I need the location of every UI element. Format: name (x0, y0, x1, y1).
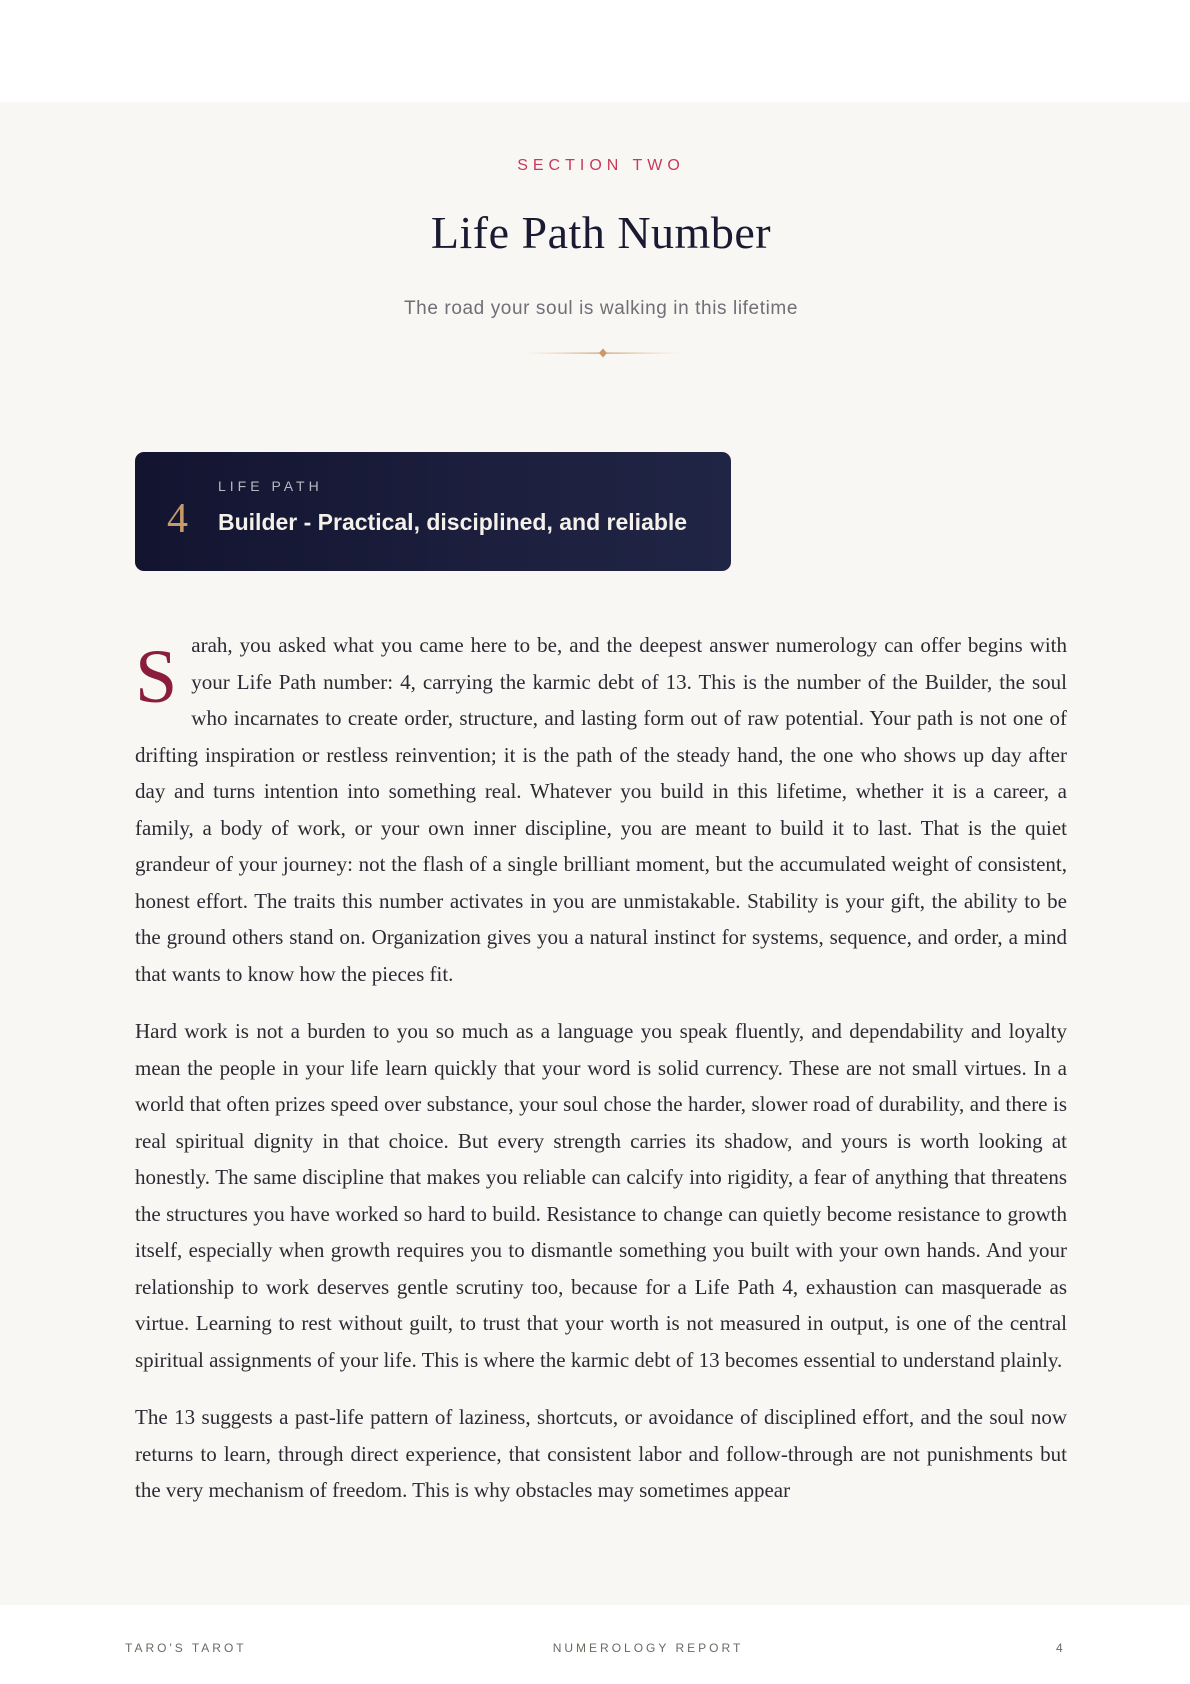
page-title: Life Path Number (430, 207, 772, 258)
footer-page-number: 4 (1056, 1641, 1063, 1655)
page-subtitle: The road your soul is walking in this lifetime (403, 298, 799, 319)
section-eyebrow: SECTION TWO (517, 157, 685, 174)
life-path-label: LIFE PATH (218, 478, 323, 494)
footer-report-title: NUMEROLOGY REPORT (552, 1641, 744, 1655)
paragraph-2: Hard work is not a burden to you so much as a language you speak fluently, and dependability and loyalty mean the people in your life learn quickly that your word is solid currency. These are not small virtues. In a world that often prizes speed over substance, your soul chose the harder, slower road of durability, and there is real spiritual dignity in that choice. But every strength carries its shadow, and yours is worth looking at honestly. The same discipline that makes you reliable can calcify into rigidity, a fear of anything that threatens the structures you have worked so hard to build. Resistance to change can quietly become resistance to growth itself, especially when growth requires you to dismantle something you built with your own hands. And your relationship to work deserves gentle scrutiny too, because for a Life Path 4, exhaustion can masquerade as virtue. Learning to rest without guilt, to trust that your worth is not measured in output, is one of the central spiritual assignments of your life. This is where the karmic debt of 13 becomes essential to understand plainly. (135, 1019, 1067, 1372)
life-path-description: Builder - Practical, disciplined, and reliable (218, 509, 688, 535)
drop-cap: S (135, 635, 178, 719)
diamond-divider-icon (525, 347, 681, 359)
paragraph-1 (135, 627, 1067, 992)
life-path-number: 4 (167, 496, 188, 542)
footer-brand: TARO'S TAROT (125, 1641, 247, 1655)
paragraph-1-text: arah, you asked what you came here to be, and the deepest answer numerology can offer begins with your Life Path number: 4, carrying the karmic debt of 13. This is the number of the Builder, the soul who incarnates to create order, structure, and lasting form out of raw potential. Your path is not one of drifting inspiration or restless reinvention; it is the path of the steady hand, the one who shows up day after day and turns intention into something real. Whatever you build in this lifetime, whether it is a career, a family, a body of work, or your own inner discipline, you are meant to build it to last. That is the quiet grandeur of your journey: not the flash of a single brilliant moment, but the accumulated weight of consistent, honest effort. The traits this number activates in you are unmistakable. Stability is your gift, the ability to be the ground others stand on. Organization gives you a natural instinct for systems, sequence, and order, a mind that wants to know how the pieces fit. (135, 633, 1067, 986)
life-path-card (135, 452, 731, 571)
report-body (135, 627, 1067, 1572)
paragraph-3: The 13 suggests a past-life pattern of laziness, shortcuts, or avoidance of disciplined effort, and the soul now returns to learn, through direct experience, that consistent labor and follow-through are not punishments but the very mechanism of freedom. This is why obstacles may sometimes appear (135, 1405, 1067, 1502)
